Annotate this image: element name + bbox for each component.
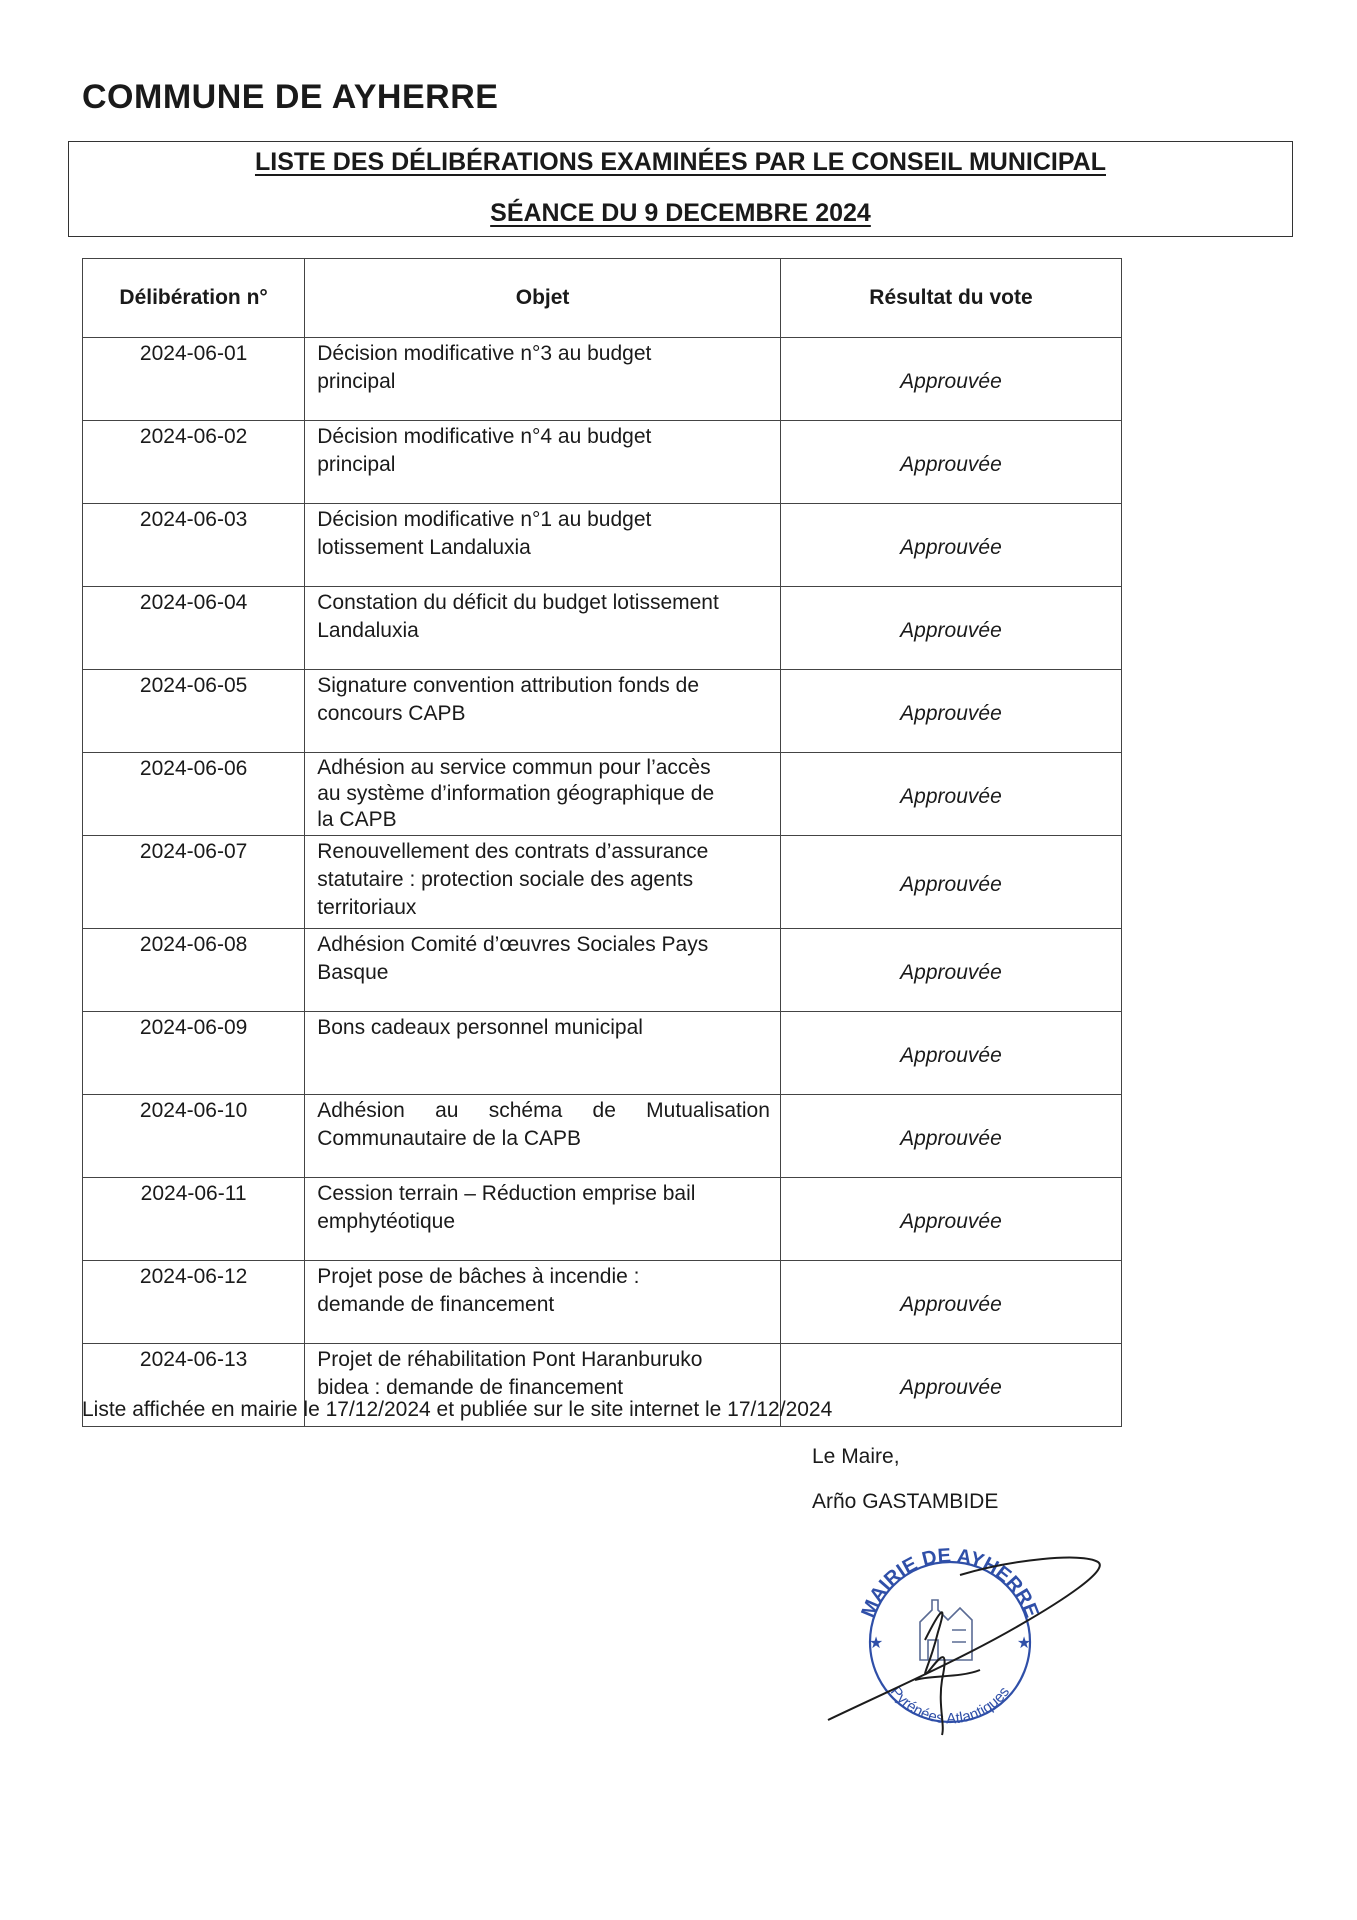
object-line: Adhésion au schéma de Mutualisation <box>317 1099 770 1122</box>
deliberation-number: 2024-06-07 <box>83 836 305 929</box>
object-line: concours CAPB <box>317 702 466 725</box>
publication-notice: Liste affichée en mairie le 17/12/2024 et publiée sur le site internet le 17/12/2024 <box>82 1398 833 1421</box>
table-row <box>83 587 1122 670</box>
deliberation-number: 2024-06-04 <box>83 587 305 670</box>
table-row <box>83 1178 1122 1261</box>
vote-result: Approuvée <box>780 1261 1121 1344</box>
object-line: Basque <box>317 961 389 984</box>
deliberation-number: 2024-06-13 <box>83 1344 305 1427</box>
mayor-name: Arño GASTAMBIDE <box>812 1490 999 1513</box>
vote-result: Approuvée <box>780 587 1121 670</box>
deliberation-number: 2024-06-02 <box>83 421 305 504</box>
stamp-bottom-text: Pyrénées Atlantiques <box>886 1683 1014 1728</box>
object-line: principal <box>317 370 396 393</box>
table-row <box>83 504 1122 587</box>
stamp-emblem-icon <box>920 1600 972 1660</box>
vote-result: Approuvée <box>780 338 1121 421</box>
table-row <box>83 1095 1122 1178</box>
object-line: Communautaire de la CAPB <box>317 1127 582 1150</box>
vote-result: Approuvée <box>780 1344 1121 1427</box>
deliberation-object <box>305 670 781 753</box>
table-row <box>83 421 1122 504</box>
object-line: principal <box>317 453 396 476</box>
object-line: Landaluxia <box>317 619 419 642</box>
deliberation-number: 2024-06-12 <box>83 1261 305 1344</box>
object-line: lotissement Landaluxia <box>317 536 531 559</box>
vote-result: Approuvée <box>780 1178 1121 1261</box>
document-title: LISTE DES DÉLIBÉRATIONS EXAMINÉES PAR LE CONSEIL MUNICIPAL <box>254 148 1106 176</box>
vote-result: Approuvée <box>780 670 1121 753</box>
deliberation-object <box>305 587 781 670</box>
table-header-row <box>83 259 1122 338</box>
deliberation-number: 2024-06-06 <box>83 753 305 836</box>
table-row <box>83 753 1122 836</box>
vote-result: Approuvée <box>780 504 1121 587</box>
object-line: Cession terrain – Réduction emprise bail <box>317 1182 696 1205</box>
mayor-label: Le Maire, <box>812 1445 900 1468</box>
deliberation-number: 2024-06-11 <box>83 1178 305 1261</box>
object-line: Adhésion au service commun pour l’accès <box>317 756 711 779</box>
deliberation-object <box>305 1012 781 1095</box>
deliberation-number: 2024-06-09 <box>83 1012 305 1095</box>
table-row <box>83 929 1122 1012</box>
vote-result: Approuvée <box>780 1095 1121 1178</box>
object-line: Projet de réhabilitation Pont Haranburuko <box>317 1348 703 1371</box>
table-row <box>83 338 1122 421</box>
stamp-top-text: MAIRIE DE AYHERRE <box>857 1544 1043 1621</box>
vote-result: Approuvée <box>780 836 1121 929</box>
deliberation-object <box>305 504 781 587</box>
object-line: la CAPB <box>317 808 397 831</box>
deliberation-number: 2024-06-01 <box>83 338 305 421</box>
table-row <box>83 670 1122 753</box>
table-row <box>83 1012 1122 1095</box>
title-box <box>68 141 1293 237</box>
stamp-star-icon: ★ <box>1016 1635 1032 1652</box>
deliberations-table <box>82 258 1122 1427</box>
deliberation-object <box>305 929 781 1012</box>
object-line: Constation du déficit du budget lotissement <box>317 591 719 614</box>
object-line: statutaire : protection sociale des agents <box>317 868 694 891</box>
deliberation-object <box>305 753 781 836</box>
deliberation-number: 2024-06-03 <box>83 504 305 587</box>
commune-title: COMMUNE DE AYHERRE <box>82 78 499 116</box>
deliberation-number: 2024-06-05 <box>83 670 305 753</box>
col-header-objet: Objet <box>305 259 781 338</box>
object-line: Renouvellement des contrats d’assurance <box>317 840 709 863</box>
object-line: Décision modificative n°1 au budget <box>317 508 652 531</box>
deliberation-number: 2024-06-08 <box>83 929 305 1012</box>
object-line: Décision modificative n°3 au budget <box>317 342 652 365</box>
deliberation-number: 2024-06-10 <box>83 1095 305 1178</box>
object-line: Projet pose de bâches à incendie : <box>317 1265 640 1288</box>
vote-result: Approuvée <box>780 929 1121 1012</box>
object-line: emphytéotique <box>317 1210 455 1233</box>
vote-result: Approuvée <box>780 1012 1121 1095</box>
table-row <box>83 836 1122 929</box>
session-date: SÉANCE DU 9 DECEMBRE 2024 <box>490 199 871 227</box>
deliberation-object <box>305 1261 781 1344</box>
object-line: Décision modificative n°4 au budget <box>317 425 652 448</box>
vote-result: Approuvée <box>780 753 1121 836</box>
deliberation-object <box>305 1095 781 1178</box>
object-line: Adhésion Comité d’œuvres Sociales Pays <box>317 933 709 956</box>
object-line: Bons cadeaux personnel municipal <box>317 1016 643 1039</box>
col-header-resultat: Résultat du vote <box>780 259 1121 338</box>
deliberation-object <box>305 836 781 929</box>
deliberation-object <box>305 1178 781 1261</box>
object-line: demande de financement <box>317 1293 555 1316</box>
table-row <box>83 1261 1122 1344</box>
col-header-numero: Délibération n° <box>83 259 305 338</box>
object-line: au système d’information géographique de <box>317 782 715 805</box>
object-line: territoriaux <box>317 896 417 919</box>
mairie-stamp <box>820 1530 1120 1740</box>
deliberation-object <box>305 421 781 504</box>
deliberation-object <box>305 338 781 421</box>
vote-result: Approuvée <box>780 421 1121 504</box>
stamp-star-icon: ★ <box>868 1635 884 1652</box>
object-line: bidea : demande de financement <box>317 1376 624 1399</box>
object-line: Signature convention attribution fonds de <box>317 674 699 697</box>
